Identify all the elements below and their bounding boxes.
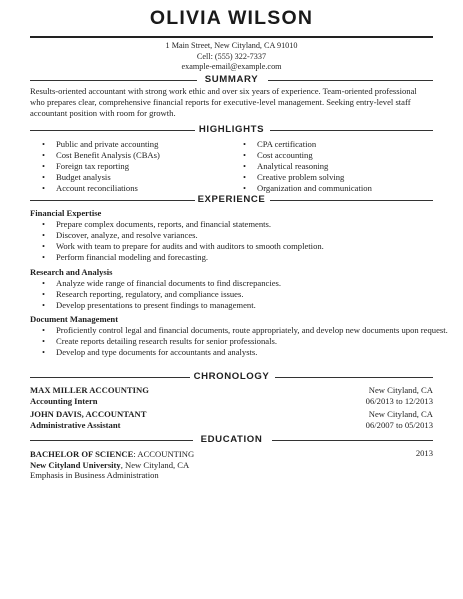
job-location: New Cityland, CA: [368, 409, 433, 419]
experience-list: [42, 219, 442, 263]
experience-list: [42, 278, 442, 311]
education-title: EDUCATION: [200, 434, 263, 445]
experience-subheading: Document Management: [30, 314, 119, 324]
job-company: MAX MILLER ACCOUNTING: [30, 385, 149, 395]
experience-title: EXPERIENCE: [197, 194, 266, 205]
summary-rule-right: [268, 80, 433, 81]
highlights-rule-right: [270, 130, 433, 131]
list-item: • Public and private accounting: [42, 139, 160, 150]
highlights-right-list: [243, 139, 372, 194]
list-item: • Work with team to prepare for audits and with auditors to smooth completion.: [42, 241, 442, 252]
list-item: • Account reconciliations: [42, 183, 160, 194]
chronology-rule-right: [275, 377, 433, 378]
chronology-heading: [30, 371, 433, 383]
contact-cell: Cell: (555) 322-7337: [196, 51, 267, 61]
experience-rule-right: [270, 200, 433, 201]
education-emphasis: Emphasis in Business Administration: [30, 470, 159, 480]
job-role: Administrative Assistant: [30, 420, 121, 430]
summary-line: who prepares clear, comprehensive financial reports for executive-level management. Seeking entry-level staff: [30, 97, 411, 108]
list-item: • Analyze wide range of financial documents to find discrepancies.: [42, 278, 442, 289]
education-heading: [30, 434, 433, 446]
job-location: New Cityland, CA: [368, 385, 433, 395]
contact-address: 1 Main Street, New Cityland, CA 91010: [165, 41, 298, 50]
job-dates: 06/2007 to 05/2013: [365, 420, 433, 430]
list-item: • Foreign tax reporting: [42, 161, 160, 172]
experience-heading: [30, 194, 433, 206]
chronology-title: CHRONOLOGY: [193, 371, 270, 382]
list-item: • Organization and communication: [243, 183, 372, 194]
education-school-line: [30, 460, 189, 471]
list-item: • Creative problem solving: [243, 172, 372, 183]
list-item: • Perform financial modeling and forecasting.: [42, 252, 442, 263]
education-school: New Cityland University: [30, 459, 121, 470]
job-role: Accounting Intern: [30, 396, 98, 406]
experience-subheading: Research and Analysis: [30, 267, 113, 277]
list-item: • Budget analysis: [42, 172, 160, 183]
experience-list: [42, 325, 450, 358]
job-company: JOHN DAVIS, ACCOUNTANT: [30, 409, 147, 419]
list-item: • Research reporting, regulatory, and compliance issues.: [42, 289, 442, 300]
summary-text: [30, 86, 440, 120]
summary-line: Results-oriented accountant with strong work ethic and over six years of experience. Team-oriented professional: [30, 86, 417, 96]
highlights-left-list: [42, 139, 160, 194]
list-item: • Create reports detailing research results for senior professionals.: [42, 336, 450, 347]
list-item: • Cost Benefit Analysis (CBAs): [42, 150, 160, 161]
list-item: • Develop and type documents for accountants and analysts.: [42, 347, 450, 358]
candidate-name: OLIVIA WILSON: [149, 7, 314, 29]
list-item: • Proficiently control legal and financial documents, route appropriately, and develop new documents upon request.: [42, 325, 450, 336]
education-school-location: , New Cityland, CA: [120, 459, 190, 470]
list-item: • Cost accounting: [243, 150, 372, 161]
education-year: 2013: [415, 448, 433, 458]
header-rule: [30, 36, 433, 38]
education-degree: BACHELOR OF SCIENCE: [30, 449, 134, 459]
summary-line: accountant position with room for growth.: [30, 108, 176, 119]
experience-subheading: Financial Expertise: [30, 208, 102, 218]
highlights-title: HIGHLIGHTS: [198, 124, 265, 135]
highlights-heading: [30, 124, 433, 136]
list-item: • CPA certification: [243, 139, 372, 150]
summary-title: SUMMARY: [204, 74, 259, 85]
list-item: • Prepare complex documents, reports, and financial statements.: [42, 219, 442, 230]
list-item: • Develop presentations to present findings to management.: [42, 300, 442, 311]
education-degree-line: [30, 449, 194, 460]
summary-heading: [30, 74, 433, 86]
list-item: • Analytical reasoning: [243, 161, 372, 172]
list-item: • Discover, analyze, and resolve variances.: [42, 230, 442, 241]
education-rule-right: [272, 440, 433, 441]
contact-email: example-email@example.com: [181, 62, 282, 71]
education-field: : ACCOUNTING: [133, 449, 195, 459]
job-dates: 06/2013 to 12/2013: [365, 396, 433, 406]
